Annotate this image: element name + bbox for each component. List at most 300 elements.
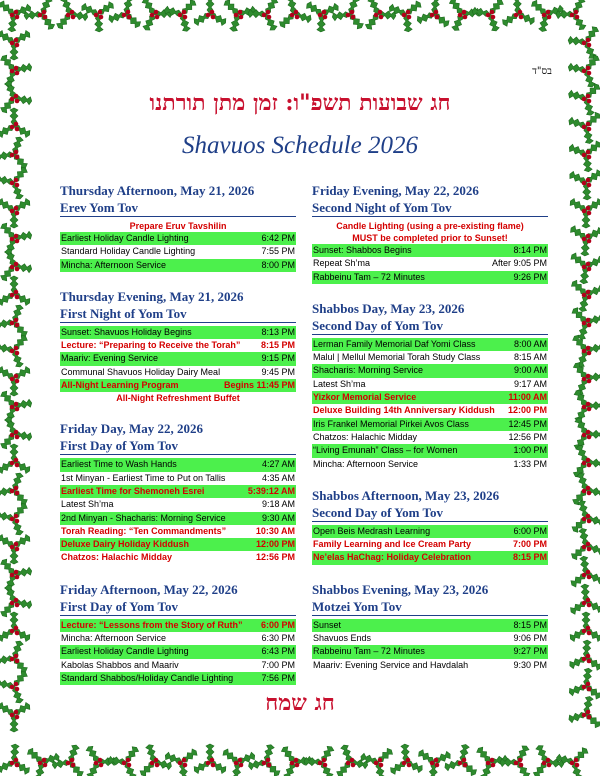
holly-berry	[582, 517, 587, 522]
event-label: Shacharis: Morning Service	[313, 365, 424, 376]
event-time: 8:00 PM	[261, 259, 295, 270]
holly-berry	[15, 239, 20, 244]
schedule-row	[312, 659, 548, 672]
schedule-row	[312, 632, 548, 645]
schedule-row	[312, 378, 548, 391]
holly-berry	[542, 13, 547, 18]
holly-berry	[122, 761, 127, 766]
holly-berry	[14, 234, 19, 239]
schedule-row	[60, 485, 296, 498]
footer-greeting: חג שמח	[265, 690, 335, 716]
holly-berry	[587, 43, 592, 48]
holly-berry	[574, 758, 579, 763]
schedule-row	[60, 498, 296, 511]
holly-berry	[586, 150, 591, 155]
holly-berry	[206, 761, 211, 766]
holly-berry	[587, 155, 592, 160]
holly-berry	[14, 458, 19, 463]
holly-berry	[582, 489, 587, 494]
holly-berry	[266, 10, 271, 15]
schedule-row	[60, 659, 296, 672]
holly-berry	[322, 758, 327, 763]
schedule-row	[312, 525, 548, 538]
holly-berry	[586, 122, 591, 127]
holly-berry	[587, 267, 592, 272]
event-time: 9:30 PM	[513, 659, 547, 670]
holly-berry	[10, 265, 15, 270]
holly-berry	[587, 71, 592, 76]
event-time: 6:00 PM	[260, 619, 295, 630]
schedule-row	[312, 431, 548, 444]
holly-berry	[582, 97, 587, 102]
holly-berry	[126, 10, 131, 15]
holly-berry	[586, 570, 591, 575]
event-label: Standard Holiday Candle Lighting	[61, 246, 196, 257]
event-label: Repeat Sh’ma	[313, 258, 371, 269]
holly-berry	[10, 181, 15, 186]
event-label: Lerman Family Memorial Daf Yomi Class	[313, 338, 476, 349]
event-label: Communal Shavuos Holiday Dairy Meal	[61, 366, 221, 377]
holly-berry	[490, 10, 495, 15]
holly-berry	[38, 761, 43, 766]
holly-berry	[10, 629, 15, 634]
holly-berry	[10, 69, 15, 74]
event-label: Chatzos: Halachic Midday	[313, 431, 418, 442]
holly-berry	[582, 377, 587, 382]
holly-berry	[587, 631, 592, 636]
holly-berry	[582, 433, 587, 438]
holly-berry	[210, 10, 215, 15]
holly-berry	[486, 761, 491, 766]
holly-berry	[15, 659, 20, 664]
holly-berry	[587, 99, 592, 104]
event-label: Latest Sh’ma	[313, 378, 366, 389]
event-time: 8:13 PM	[261, 326, 295, 337]
schedule-row	[312, 551, 548, 564]
holly-berry	[206, 13, 211, 18]
holly-berry	[587, 211, 592, 216]
holly-berry	[323, 763, 328, 768]
holly-berry	[458, 761, 463, 766]
holly-berry	[407, 763, 412, 768]
event-label: Standard Shabbos/Holiday Candle Lighting	[61, 672, 234, 683]
holly-berry	[587, 183, 592, 188]
event-time: 1:33 PM	[513, 458, 547, 469]
schedule-row	[60, 619, 296, 632]
right-column	[312, 182, 548, 688]
holly-berry	[582, 265, 587, 270]
event-time: 4:27 AM	[261, 459, 295, 470]
holly-berry	[430, 761, 435, 766]
event-time: 7:00 PM	[512, 539, 547, 550]
holly-berry	[70, 10, 75, 15]
holly-berry	[14, 10, 19, 15]
event-time: 9:27 PM	[513, 646, 547, 657]
holly-berry	[406, 10, 411, 15]
hebrew-title: חג שבועות תשפ"ו: זמן מתן תורתנו	[149, 90, 451, 116]
section-subtitle: First Day of Yom Tov	[60, 437, 296, 455]
holly-berry	[15, 763, 20, 768]
schedule-row	[312, 364, 548, 377]
holly-berry	[379, 763, 384, 768]
event-label: Mincha: Afternoon Service	[61, 633, 167, 644]
event-label: Earliest Holiday Candle Lighting	[61, 233, 189, 243]
event-label: Sunset: Shavuos Holiday Begins	[61, 326, 192, 337]
holly-berry	[490, 758, 495, 763]
holly-berry	[586, 598, 591, 603]
event-time: 1:00 PM	[513, 445, 547, 456]
holly-berry	[15, 519, 20, 524]
holly-berry	[407, 15, 412, 20]
holly-berry	[587, 295, 592, 300]
holly-berry	[586, 542, 591, 547]
event-label: Maariv: Evening Service	[61, 353, 159, 364]
holly-berry	[98, 10, 103, 15]
holly-berry	[582, 573, 587, 578]
holly-berry	[182, 10, 187, 15]
holly-berry	[587, 491, 592, 496]
holly-berry	[14, 486, 19, 491]
holly-berry	[14, 122, 19, 127]
holly-berry	[582, 461, 587, 466]
schedule-row	[312, 444, 548, 457]
holly-berry	[542, 761, 547, 766]
event-time: 9:00 AM	[513, 365, 547, 376]
event-label: “Living Emunah” Class – for Women	[313, 445, 458, 456]
holly-berry	[10, 237, 15, 242]
holly-berry	[10, 153, 15, 158]
holly-berry	[463, 763, 468, 768]
event-time: 8:15 AM	[513, 352, 547, 363]
holly-berry	[518, 758, 523, 763]
schedule-section	[312, 581, 548, 672]
holly-berry	[582, 125, 587, 130]
holly-berry	[14, 94, 19, 99]
holly-berry	[491, 763, 496, 768]
holly-leaf	[139, 759, 157, 776]
holly-berry	[66, 13, 71, 18]
event-time: 6:42 PM	[261, 233, 295, 243]
holly-berry	[42, 758, 47, 763]
holly-berry	[10, 713, 15, 718]
section-date: Shabbos Day, May 23, 2026	[312, 300, 465, 316]
holly-berry	[15, 491, 20, 496]
event-label: Yizkor Memorial Service	[313, 392, 417, 403]
holly-berry	[582, 657, 587, 662]
holly-berry	[14, 758, 19, 763]
holly-berry	[587, 435, 592, 440]
event-label: Rabbeinu Tam – 72 Minutes	[313, 271, 425, 282]
holly-berry	[318, 761, 323, 766]
holly-berry	[15, 155, 20, 160]
holly-berry	[458, 13, 463, 18]
event-label: 2nd Minyan - Shacharis: Morning Service	[61, 512, 226, 523]
event-time: 12:56 PM	[255, 552, 295, 563]
event-time: 8:14 PM	[513, 245, 547, 255]
holly-berry	[586, 206, 591, 211]
holly-berry	[587, 351, 592, 356]
holly-berry	[402, 761, 407, 766]
holly-berry	[463, 15, 468, 20]
holly-berry	[154, 10, 159, 15]
holly-berry	[519, 763, 524, 768]
holly-berry	[15, 323, 20, 328]
schedule-row	[312, 271, 548, 284]
holly-berry	[14, 570, 19, 575]
schedule-row	[60, 472, 296, 485]
holly-berry	[10, 13, 15, 18]
holly-berry	[38, 13, 43, 18]
holly-berry	[586, 486, 591, 491]
holly-berry	[491, 15, 496, 20]
event-time: 12:00 PM	[507, 405, 547, 416]
holly-berry	[15, 603, 20, 608]
event-time: 8:15 PM	[260, 340, 295, 351]
holly-berry	[15, 435, 20, 440]
event-time: 7:56 PM	[261, 672, 295, 683]
holly-berry	[238, 758, 243, 763]
holly-berry	[267, 15, 272, 20]
holly-berry	[582, 41, 587, 46]
holly-berry	[406, 758, 411, 763]
holly-berry	[546, 758, 551, 763]
holly-berry	[582, 545, 587, 550]
event-time: 6:30 PM	[261, 633, 295, 644]
schedule-row	[60, 538, 296, 551]
schedule-row	[312, 538, 548, 551]
event-time: 4:35 AM	[261, 472, 295, 483]
holly-berry	[587, 603, 592, 608]
holly-berry	[10, 405, 15, 410]
holly-berry	[262, 761, 267, 766]
section-subtitle: Second Day of Yom Tov	[312, 317, 548, 335]
holly-berry	[582, 629, 587, 634]
section-note: Prepare Eruv Tavshilin	[129, 221, 227, 231]
holly-berry	[351, 15, 356, 20]
event-label: Earliest Time to Wash Hands	[61, 459, 177, 470]
event-time: 12:56 PM	[508, 431, 547, 442]
holly-berry	[586, 66, 591, 71]
schedule-row	[312, 351, 548, 364]
section-date: Friday Afternoon, May 22, 2026	[60, 581, 238, 597]
holly-berry	[570, 761, 575, 766]
schedule-row	[312, 404, 548, 417]
event-time: 8:15 PM	[512, 552, 547, 563]
holly-berry	[43, 763, 48, 768]
holly-berry	[15, 463, 20, 468]
event-time: 6:00 PM	[513, 525, 547, 536]
page-title: Shavuos Schedule 2026	[181, 132, 419, 159]
holly-berry	[122, 13, 127, 18]
section-date: Friday Day, May 22, 2026	[60, 421, 203, 437]
schedule-row	[60, 525, 296, 538]
holly-berry	[10, 601, 15, 606]
holly-berry	[586, 290, 591, 295]
holly-berry	[70, 758, 75, 763]
event-label: Iris Frankel Memorial Pirkei Avos Class	[313, 418, 469, 429]
section-note: All-Night Refreshment Buffet	[116, 393, 240, 404]
event-time: 8:00 AM	[513, 338, 547, 349]
holly-berry	[462, 10, 467, 15]
holly-leaf	[416, 10, 436, 24]
event-time: 12:45 PM	[508, 418, 547, 429]
holly-berry	[15, 15, 20, 20]
holly-berry	[587, 407, 592, 412]
holly-berry	[582, 69, 587, 74]
holly-berry	[10, 377, 15, 382]
holly-berry	[582, 713, 587, 718]
event-label: Mincha: Afternoon Service	[61, 259, 167, 270]
event-time: 9:15 PM	[261, 353, 295, 364]
holly-berry	[570, 13, 575, 18]
holly-berry	[587, 127, 592, 132]
holly-berry	[462, 758, 467, 763]
schedule-row	[60, 551, 296, 564]
holly-berry	[518, 10, 523, 15]
schedule-row	[312, 244, 548, 257]
section-date: Thursday Afternoon, May 21, 2026	[60, 183, 255, 198]
holly-berry	[582, 685, 587, 690]
holly-berry	[98, 758, 103, 763]
event-label: Deluxe Building 14th Anniversary Kiddush	[313, 405, 495, 416]
schedule-section	[312, 300, 548, 471]
holly-berry	[574, 10, 579, 15]
event-time: 10:30 AM	[255, 525, 295, 536]
schedule-row	[312, 418, 548, 431]
holly-berry	[575, 763, 580, 768]
event-time: 7:00 PM	[261, 659, 295, 670]
holly-berry	[94, 761, 99, 766]
holly-berry	[211, 763, 216, 768]
holly-berry	[586, 430, 591, 435]
holly-berry	[587, 715, 592, 720]
holly-leaf	[568, 682, 588, 696]
holly-berry	[267, 763, 272, 768]
holly-berry	[290, 13, 295, 18]
holly-berry	[14, 346, 19, 351]
holly-berry	[587, 379, 592, 384]
holly-berry	[435, 763, 440, 768]
schedule-row	[312, 458, 548, 471]
holly-berry	[14, 402, 19, 407]
holly-berry	[183, 15, 188, 20]
left-column	[60, 182, 296, 701]
event-label: All-Night Learning Program	[61, 380, 179, 391]
holly-berry	[10, 461, 15, 466]
holly-berry	[211, 15, 216, 20]
schedule-section	[312, 182, 548, 284]
holly-berry	[514, 13, 519, 18]
holly-leaf	[123, 11, 142, 29]
holly-berry	[582, 181, 587, 186]
holly-berry	[586, 514, 591, 519]
holly-berry	[374, 761, 379, 766]
holly-berry	[94, 13, 99, 18]
event-time: 8:15 PM	[513, 619, 547, 630]
holly-berry	[294, 10, 299, 15]
section-date: Thursday Evening, May 21, 2026	[60, 288, 244, 304]
schedule-section	[60, 420, 296, 564]
holly-berry	[430, 13, 435, 18]
schedule-row	[60, 645, 296, 658]
holly-berry	[434, 758, 439, 763]
holly-berry	[587, 575, 592, 580]
holly-berry	[318, 13, 323, 18]
event-time: 9:06 PM	[513, 633, 547, 644]
holly-berry	[351, 763, 356, 768]
event-label: Shavuos Ends	[313, 633, 372, 644]
holly-berry	[587, 547, 592, 552]
holly-berry	[14, 178, 19, 183]
section-date: Shabbos Evening, May 23, 2026	[312, 581, 489, 597]
holly-berry	[14, 654, 19, 659]
holly-berry	[586, 654, 591, 659]
schedule-row	[312, 619, 548, 632]
holly-berry	[10, 125, 15, 130]
holly-berry	[350, 758, 355, 763]
event-time: 11:00 AM	[508, 392, 547, 403]
holly-berry	[10, 41, 15, 46]
holly-berry	[71, 15, 76, 20]
holly-berry	[15, 43, 20, 48]
holly-berry	[155, 763, 160, 768]
holly-berry	[10, 545, 15, 550]
holly-berry	[14, 318, 19, 323]
holly-berry	[14, 430, 19, 435]
holly-berry	[582, 349, 587, 354]
event-label: Sunset: Shabbos Begins	[313, 245, 412, 255]
holly-berry	[582, 321, 587, 326]
holly-berry	[587, 239, 592, 244]
holly-berry	[154, 758, 159, 763]
event-label: Earliest Time for Shemoneh Esrei	[61, 485, 205, 496]
schedule-row	[60, 366, 296, 379]
holly-berry	[15, 407, 20, 412]
holly-berry	[586, 38, 591, 43]
section-note: Candle Lighting (using a pre-existing flame) MUST be completed prior to Sunset!	[336, 221, 524, 243]
holly-berry	[434, 10, 439, 15]
holly-berry	[14, 66, 19, 71]
holly-berry	[155, 15, 160, 20]
holly-berry	[14, 626, 19, 631]
schedule-row	[60, 232, 296, 245]
holly-berry	[519, 15, 524, 20]
holly-berry	[586, 318, 591, 323]
section-subtitle: Second Night of Yom Tov	[312, 199, 548, 217]
event-time: 7:55 PM	[261, 246, 295, 257]
holly-berry	[239, 763, 244, 768]
holly-berry	[15, 127, 20, 132]
section-date: Shabbos Afternoon, May 23, 2026	[312, 487, 500, 503]
holly-berry	[586, 346, 591, 351]
schedule-row	[60, 632, 296, 645]
holly-berry	[10, 293, 15, 298]
holly-berry	[150, 761, 155, 766]
holly-berry	[546, 10, 551, 15]
event-time: Begins 11:45 PM	[223, 380, 295, 391]
holly-berry	[15, 267, 20, 272]
section-subtitle: Erev Yom Tov	[60, 199, 296, 217]
event-label: Ne’elas HaChag: Holiday Celebration	[313, 552, 472, 563]
schedule-row	[312, 338, 548, 351]
event-time: 9:30 AM	[261, 512, 295, 523]
schedule-row	[60, 352, 296, 365]
holly-berry	[586, 402, 591, 407]
schedule-section	[312, 487, 548, 565]
holly-berry	[10, 97, 15, 102]
event-label: Lecture: “Preparing to Receive the Torah”	[61, 340, 241, 351]
holly-berry	[183, 763, 188, 768]
